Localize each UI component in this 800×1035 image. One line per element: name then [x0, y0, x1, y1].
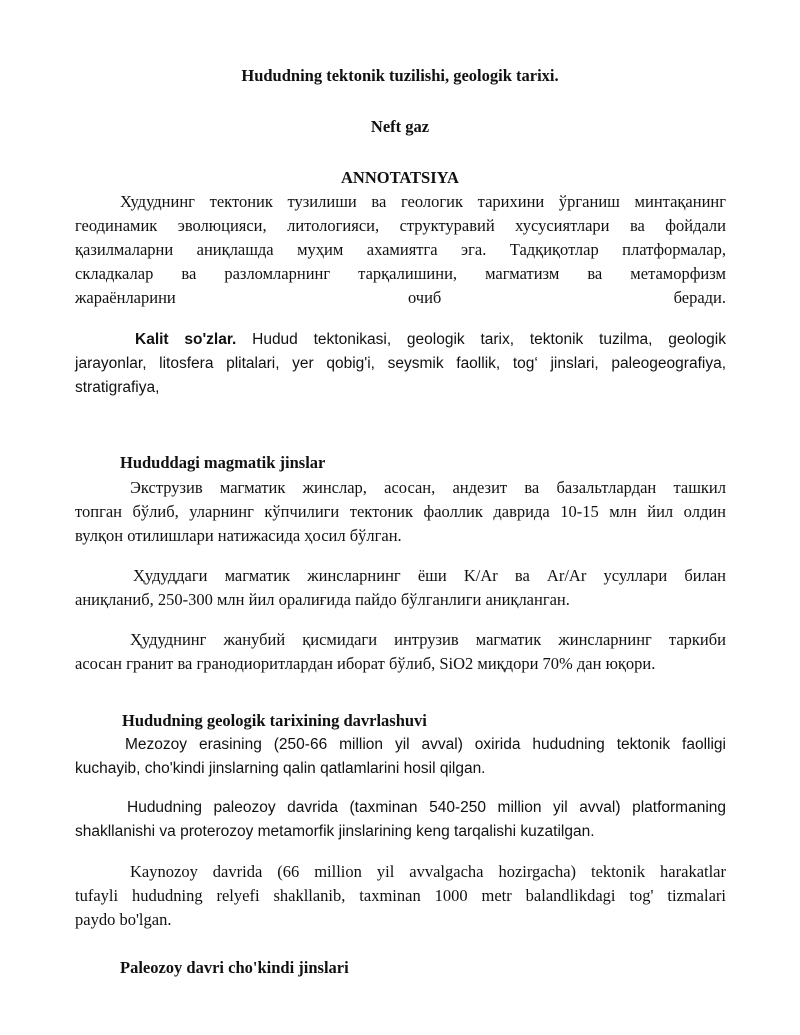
keywords-line: jarayonlar, litosfera plitalari, yer qobig'i, seysmik faollik, tog‘ jinslari, paleogeografiya,: [75, 355, 726, 372]
paragraph-line: tufayli hududning relyefi shakllanib, taxminan 1000 metr balandlikdagi tog' tizmalari: [75, 886, 726, 905]
paragraph-line: paydo bo'lgan.: [75, 910, 172, 929]
keywords-line: [75, 328, 726, 352]
section-heading-geologic-periods: Hududning geologik tarixining davrlashuvi: [122, 711, 427, 730]
section1-paragraph: [75, 628, 726, 676]
annotation-line: складкалар ва разломларнинг тарқалишини, магматизм ва метаморфизм: [75, 264, 726, 283]
paragraph-line: вулқон отилишлари натижасида ҳосил бўлган.: [75, 526, 402, 545]
keywords-paragraph: [75, 328, 726, 400]
section2-paragraph: [75, 733, 726, 781]
section-heading-paleozoic-sediments: Paleozoy davri cho'kindi jinslari: [120, 958, 349, 977]
keywords-line: stratigrafiya,: [75, 379, 160, 396]
paragraph-line: kuchayib, cho'kindi jinslarning qalin qatlamlarini hosil qilgan.: [75, 760, 486, 777]
paragraph-line: Ҳудуднинг жанубий қисмидаги интрузив магматик жинсларнинг таркиби: [130, 630, 726, 649]
annotation-heading: ANNOTATSIYA: [341, 168, 459, 187]
paragraph-line: аниқланиб, 250-300 млн йил оралиғида пайдо бўлганлиги аниқланган.: [75, 590, 570, 609]
paragraph-line: Kaynozoy davrida (66 million yil avvalgacha hozirgacha) tektonik harakatlar: [130, 862, 726, 881]
annotation-line: геодинамик эволюцияси, литологияси, структуравий хусусиятлари ва фойдали: [75, 216, 726, 235]
section2-paragraph: [75, 796, 726, 844]
paragraph-line: Mezozoy erasining (250-66 million yil avval) oxirida hududning tektonik faolligi: [125, 736, 726, 753]
paragraph-line: Ҳудуддаги магматик жинсларнинг ёши K/Ar ва Ar/Ar усуллари билан: [133, 566, 726, 585]
annotation-line: қазилмаларни аниқлашда муҳим ахамиятга эга. Тадқиқотлар платформалар,: [75, 240, 726, 259]
annotation-line: Худуднинг тектоник тузилиши ва геологик тарихини ўрганиш минтақанинг: [120, 192, 726, 211]
section1-paragraph: [75, 476, 726, 548]
section1-paragraph: [75, 564, 726, 612]
keywords-label: Kalit so'zlar.: [135, 331, 237, 348]
section2-paragraph: [75, 860, 726, 932]
annotation-paragraph: [75, 190, 726, 310]
document-title: Hududning tektonik tuzilishi, geologik tarixi.: [241, 66, 559, 85]
document-subtitle: Neft gaz: [370, 117, 430, 136]
paragraph-line: Hududning paleozoy davrida (taxminan 540-250 million yil avval) platformaning: [127, 799, 726, 816]
keywords-text: Hudud tektonikasi, geologik tarix, tektonik tuzilma, geologik: [252, 331, 726, 348]
paragraph-line: асосан гранит ва гранодиоритлардан иборат бўлиб, SiO2 миқдори 70% дан юқори.: [75, 654, 656, 673]
paragraph-line: Экструзив магматик жинслар, асосан, андезит ва базальтлардан ташкил: [130, 478, 726, 497]
paragraph-line: shakllanishi va proterozoy metamorfik jinslarining keng tarqalishi kuzatilgan.: [75, 823, 595, 840]
paragraph-line: топган бўлиб, уларнинг кўпчилиги тектоник фаоллик даврида 10-15 млн йил олдин: [75, 502, 726, 521]
annotation-line: жараёнларини очиб беради.: [75, 288, 726, 307]
section-heading-magmatic: Hududdagi magmatik jinslar: [120, 453, 326, 472]
